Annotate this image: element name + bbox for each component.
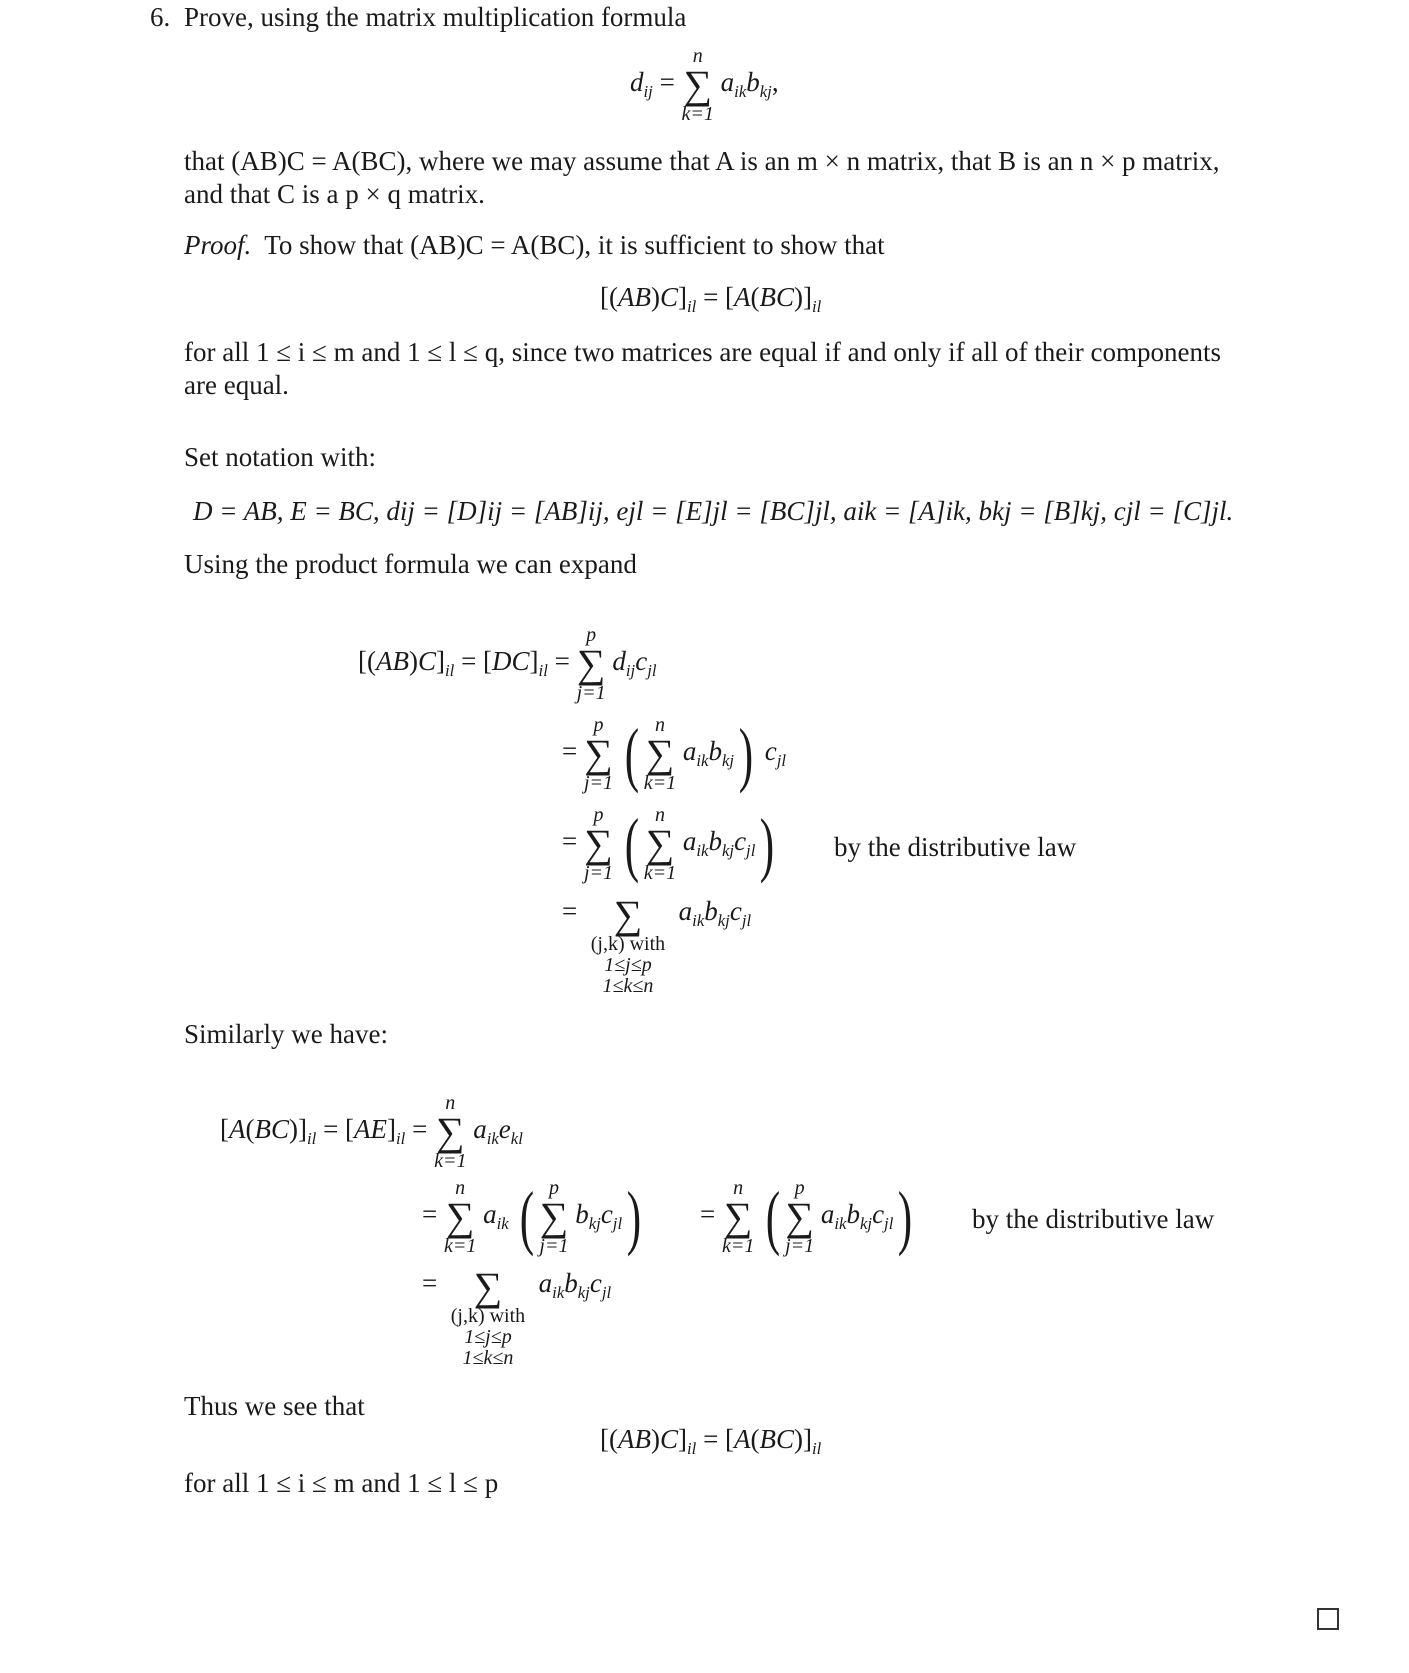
qed-square-icon — [1317, 1608, 1339, 1630]
set-notation: Set notation with: — [184, 442, 376, 472]
a-bc-expansion-line-2b: = n ∑ k=1 ( p ∑ j=1 $a_{ik}b_{kj}c_{jl}$) — [700, 1177, 913, 1257]
matrix-product-formula: $d_{ij}$ = n ∑ k=1 $a_{ik}b_{kj}$, — [630, 45, 779, 125]
proof-label: Proof. — [184, 230, 252, 260]
statement-line-2: and that C is a p × q matrix. — [184, 179, 485, 209]
component-equality: $[(AB)C]_{il} = [A(BC)]_{il}$ — [600, 282, 822, 316]
distributive-law-note-2: by the distributive law — [972, 1204, 1215, 1234]
a-bc-expansion-line-1: $[A(BC)]_{il} = [AE]_{il}$ = n ∑ k=1 $a_{ik}e_{kl}$ — [220, 1092, 523, 1172]
problem-number: 6. — [150, 2, 171, 32]
ab-c-expansion-line-3: = p ∑ j=1 ( n ∑ k=1 $a_{ik}b_{kj}c_{jl}$) — [562, 804, 775, 884]
notation-definitions: D = AB, E = BC, dij = [D]ij = [AB]ij, ejl = [E]jl = [BC]jl, aik = [A]ik, bkj = [B]kj, cjl = [C]jl. — [193, 496, 1234, 526]
similarly: Similarly we have: — [184, 1019, 388, 1049]
proof-line-1: Proof. To show that (AB)C = A(BC), it is sufficient to show that — [184, 230, 885, 260]
forall-line-1: for all 1 ≤ i ≤ m and 1 ≤ l ≤ q, since two matrices are equal if and only if all of their components — [184, 337, 1221, 367]
a-bc-expansion-line-2: = n ∑ k=1 $a_{ik}$ ( p ∑ j=1 $b_{kj}c_{jl}$) — [422, 1177, 642, 1257]
using-product-formula: Using the product formula we can expand — [184, 549, 637, 579]
thus-we-see: Thus we see that — [184, 1391, 365, 1421]
ab-c-expansion-line-2: = p ∑ j=1 ( n ∑ k=1 $a_{ik}b_{kj}$) $c_{jl}$ — [562, 714, 787, 794]
statement-line-1: that (AB)C = A(BC), where we may assume that A is an m × n matrix, that B is an n × p matrix, — [184, 146, 1220, 176]
forall-line-2: are equal. — [184, 370, 289, 400]
ab-c-expansion-line-4: = ∑ (j,k) with 1≤j≤p 1≤k≤n $a_{ik}b_{kj}c_{jl}$ — [562, 892, 752, 997]
final-equality: $[(AB)C]_{il} = [A(BC)]_{il}$ — [600, 1424, 822, 1458]
ab-c-expansion-line-1: $[(AB)C]_{il} = [DC]_{il}$ = p ∑ j=1 $d_{ij}c_{jl}$ — [358, 624, 657, 704]
distributive-law-note-1: by the distributive law — [834, 832, 1077, 862]
final-forall: for all 1 ≤ i ≤ m and 1 ≤ l ≤ p — [184, 1468, 499, 1498]
a-bc-expansion-line-3: = ∑ (j,k) with 1≤j≤p 1≤k≤n $a_{ik}b_{kj}c_{jl}$ — [422, 1264, 612, 1369]
problem-intro: Prove, using the matrix multiplication formula — [184, 2, 687, 32]
